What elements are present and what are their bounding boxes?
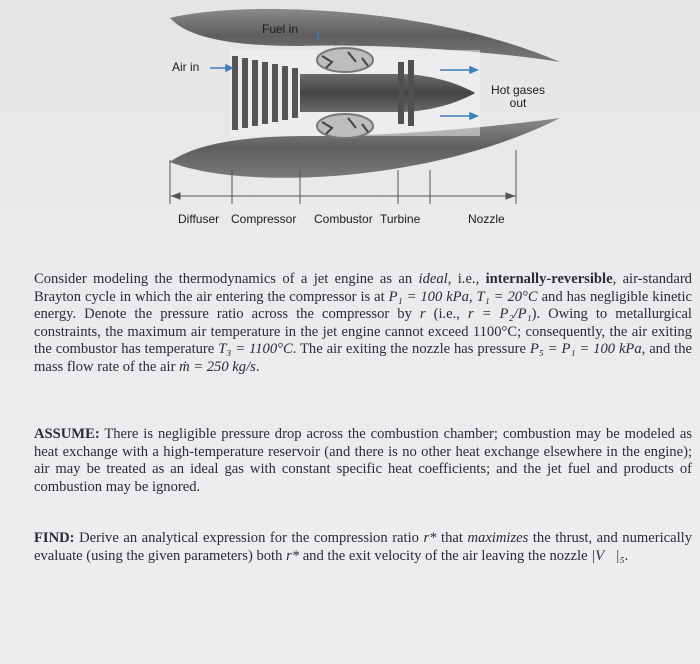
text-run: , i.e., [447,271,486,287]
math-mass-flow: ṁ = 250 kg/s [179,358,256,375]
assume-section [34,426,692,496]
diffuser-label: Diffuser [178,212,220,226]
assume-text: There is negligible pressure drop across the combustion chamber; combustion may be modeled as heat exchange with a high-temperature reservoir (and there is no other heat exchange elsewhere in the engine); air may be treated as an ideal gas with constant specific heat coefficients; and the jet fuel and products of combustion may be ignored. [34,426,692,495]
text-run: the thrust, and numerically evaluate (using the given parameters) both [34,530,692,564]
text-run: (i.e., [425,306,468,323]
find-section [34,530,692,565]
math-r: r [419,306,426,323]
text-run: that [436,530,468,546]
air-in-label: Air in [172,60,200,74]
find-label: FIND: [34,530,75,546]
text-run: Consider modeling the thermodynamics of a jet engine as an [34,271,419,287]
emphasis-ideal: ideal [418,271,448,287]
jet-engine-diagram [0,0,700,240]
text-run: . [255,358,260,375]
text-run: . [624,547,629,564]
text-run: and the exit velocity of the air leaving the nozzle [299,547,592,564]
nozzle-label: Nozzle [468,212,505,226]
emphasis-maximizes: maximizes [467,530,529,546]
turbine-label: Turbine [380,212,421,226]
math-t1: T₁ = 20°C [476,288,538,305]
math-r-definition: r = P₂/P₁ [467,306,532,323]
text-run: ). Owing to metallurgical constraints, the maximum air temperature in the jet engine cannot exceed 1100°C; consequently, the air exiting the combustor has temperature [34,306,692,358]
problem-statement [34,271,692,377]
combustor-label: Combustor [314,212,373,226]
text-run: and has negligible kinetic energy. Denote the pressure ratio across the compressor by [34,288,693,323]
assume-label: ASSUME: [34,426,100,442]
math-r-star: r* [286,547,300,564]
text-run: . The air exiting the nozzle has pressure [292,341,530,358]
math-t3: T₃ = 1100°C [218,341,293,358]
text-run: Derive an analytical expression for the compression ratio [74,530,424,546]
math-r-star: r* [423,530,437,546]
text-run: , [468,288,477,305]
text-run: , and the mass flow rate of the air [34,341,692,375]
hot-gases-out-label: Hot gases out [490,83,546,110]
math-p5: P₅ = P₁ = 100 kPa [529,341,642,358]
emphasis-internally-reversible: internally-reversible [485,271,613,287]
jet-engine-figure [0,0,700,240]
text-run: , air-standard Brayton cycle in which the air entering the compressor is at [34,271,692,305]
fuel-in-label: Fuel in [262,22,299,36]
compressor-label: Compressor [231,212,297,226]
math-p1: P₁ = 100 kPa [388,288,469,305]
math-exit-velocity: |V⃗|₅ [591,547,625,564]
